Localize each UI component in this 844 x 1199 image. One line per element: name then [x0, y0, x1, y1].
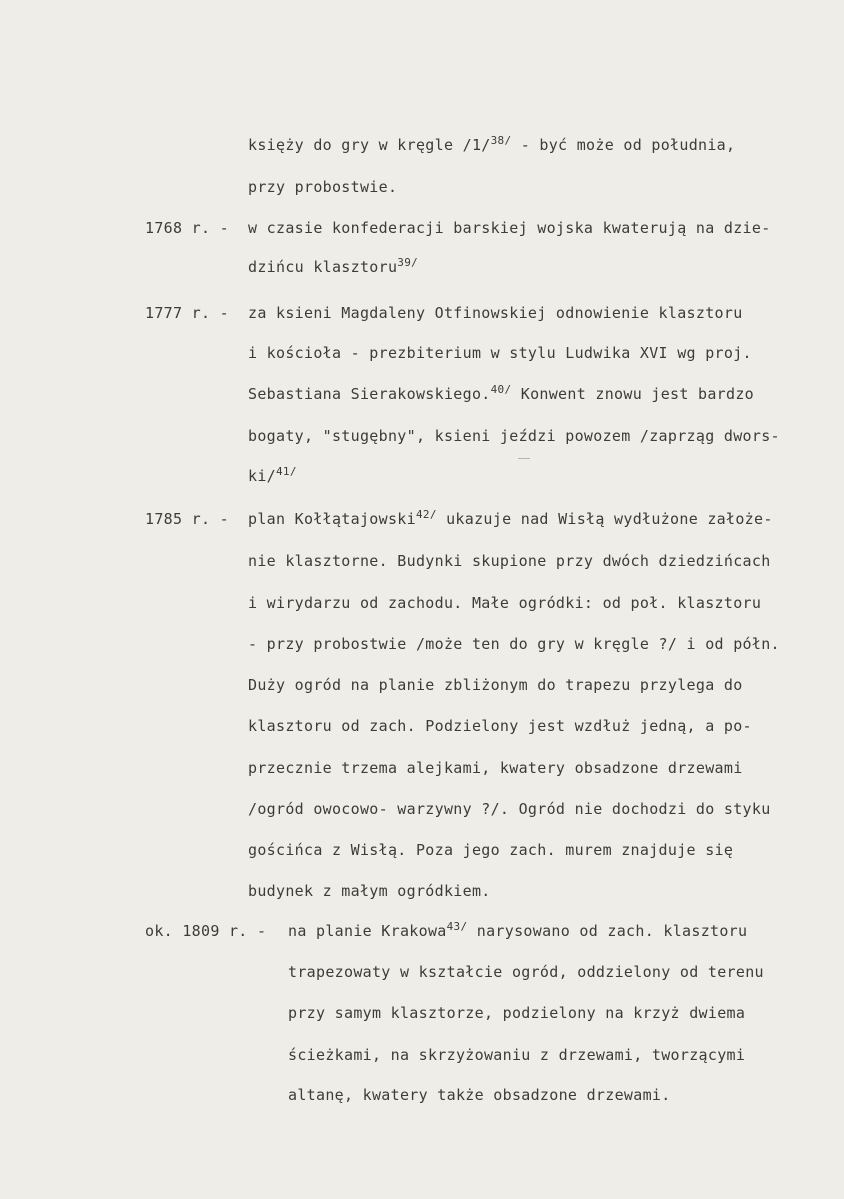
text-line	[288, 922, 747, 940]
line-text: - przy probostwie /może ten do gry w kręgle ?/ i od półn.	[248, 635, 780, 653]
text-line	[248, 717, 752, 735]
line-text: przy probostwie.	[248, 178, 398, 196]
text-line	[288, 1046, 745, 1064]
text-line	[288, 1086, 671, 1104]
text-line	[248, 258, 418, 276]
line-text: /ogród owocowo- warzywny ?/. Ogród nie dochodzi do styku	[248, 800, 771, 818]
line-text-after: ukazuje nad Wisłą wydłużone założe-	[446, 510, 773, 528]
line-text-after: narysowano od zach. klasztoru	[476, 922, 748, 940]
line-text: bogaty, "stugębny", ksieni jeździ powozem /zaprząg dwors-	[248, 427, 780, 445]
line-text: dzińcu klasztoru	[248, 258, 398, 276]
line-text: plan Kołłątajowski	[248, 510, 416, 528]
text-line	[248, 344, 752, 362]
year-label: 1768 r. -	[145, 219, 229, 237]
text-line	[288, 963, 764, 981]
footnote-ref: 43/	[446, 920, 468, 933]
year-label: 1785 r. -	[145, 510, 229, 528]
text-line	[248, 467, 297, 485]
text-line	[248, 304, 743, 322]
line-text: budynek z małym ogródkiem.	[248, 882, 491, 900]
line-text: ki/	[248, 467, 276, 485]
line-text: ścieżkami, na skrzyżowaniu z drzewami, tworzącymi	[288, 1046, 746, 1064]
text-line	[248, 552, 771, 570]
smudge-mark	[518, 458, 530, 459]
line-text: na planie Krakowa	[288, 922, 447, 940]
text-line	[288, 1004, 745, 1022]
year-label: 1777 r. -	[145, 304, 229, 322]
line-text: przy samym klasztorze, podzielony na krzyż dwiema	[288, 1004, 746, 1022]
line-text-after: Konwent znowu jest bardzo	[520, 385, 755, 403]
text-line	[248, 178, 397, 196]
text-line	[248, 385, 754, 403]
line-text: Sebastiana Sierakowskiego.	[248, 385, 491, 403]
text-line	[248, 841, 733, 859]
line-text: gościńca z Wisłą. Poza jego zach. murem znajduje się	[248, 841, 734, 859]
footnote-ref: 40/	[490, 383, 512, 396]
footnote-ref: 39/	[397, 256, 419, 269]
line-text: Duży ogród na planie zbliżonym do trapezu przylega do	[248, 676, 743, 694]
text-line	[248, 594, 761, 612]
footnote-ref: 42/	[415, 508, 437, 521]
line-text: klasztoru od zach. Podzielony jest wzdłuż jedną, a po-	[248, 717, 752, 735]
text-line	[248, 510, 773, 528]
text-line	[248, 676, 743, 694]
line-text: księży do gry w kręgle /1/	[248, 136, 491, 154]
text-line	[248, 219, 771, 237]
text-line	[248, 759, 743, 777]
line-text: altanę, kwatery także obsadzone drzewami.	[288, 1086, 671, 1104]
year-label: ok. 1809 r. -	[145, 922, 267, 940]
line-text: przecznie trzema alejkami, kwatery obsadzone drzewami	[248, 759, 743, 777]
line-text-after: - być może od południa,	[520, 136, 736, 154]
line-text: i kościoła - prezbiterium w stylu Ludwika XVI wg proj.	[248, 344, 752, 362]
text-line	[248, 635, 780, 653]
text-line	[248, 800, 771, 818]
text-line	[248, 427, 780, 445]
line-text: za ksieni Magdaleny Otfinowskiej odnowienie klasztoru	[248, 304, 743, 322]
footnote-ref: 38/	[490, 134, 512, 147]
text-line	[248, 136, 735, 154]
line-text: trapezowaty w kształcie ogród, oddzielony od terenu	[288, 963, 764, 981]
line-text: w czasie konfederacji barskiej wojska kwaterują na dzie-	[248, 219, 771, 237]
line-text: i wirydarzu od zachodu. Małe ogródki: od poł. klasztoru	[248, 594, 762, 612]
footnote-ref: 41/	[276, 465, 297, 478]
line-text: nie klasztorne. Budynki skupione przy dwóch dziedzińcach	[248, 552, 771, 570]
text-line	[248, 882, 491, 900]
